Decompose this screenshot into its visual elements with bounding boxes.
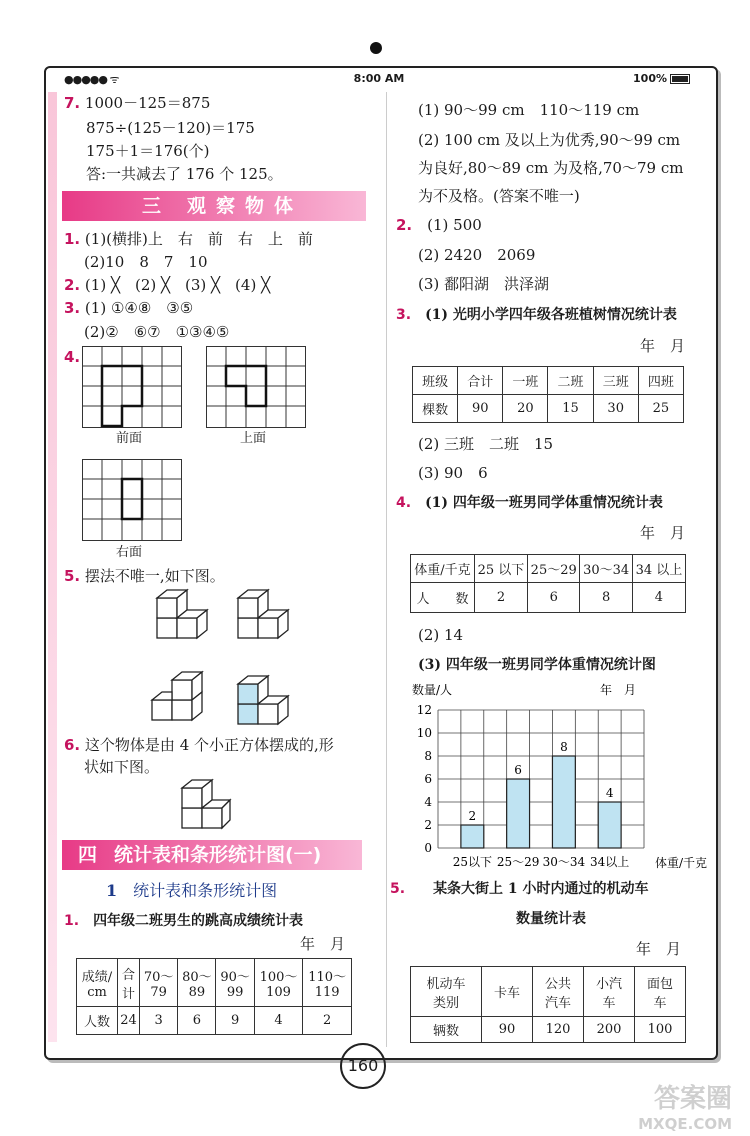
- r5-cell: 120: [533, 1017, 584, 1043]
- r5-header-row: [411, 967, 686, 1017]
- r5-h4b: 车: [653, 995, 667, 1011]
- q4-number-line: [64, 348, 80, 366]
- r5-cell: 90: [482, 1017, 533, 1043]
- column-divider: [386, 92, 387, 1047]
- bar-label: 4: [605, 786, 614, 800]
- t1-h3a: 80～: [182, 969, 212, 985]
- r5-header-cell: [482, 967, 533, 1017]
- r5-h0b: 类别: [432, 995, 459, 1011]
- y-tick-label: 2: [424, 818, 432, 832]
- r5-title-line2: 数量统计表: [516, 911, 586, 927]
- battery-text: 100%: [633, 72, 667, 85]
- q3-line1: [64, 299, 193, 317]
- q6-text1: 这个物体是由 4 个小正方体摆成的,形: [84, 736, 334, 754]
- t1-date: 年 月: [300, 935, 346, 953]
- banner4-title: 统计表和条形统计图(一): [114, 844, 322, 866]
- q6-line2: 状如下图。: [84, 758, 160, 776]
- t1-header-cell: [118, 959, 140, 1007]
- r4-table: [410, 554, 686, 613]
- watermark-line2: MXQE.COM: [638, 1115, 732, 1133]
- r5-h4a: 面包: [646, 976, 673, 992]
- t1-header-cell: [303, 959, 352, 1007]
- bar-label: 2: [468, 809, 477, 823]
- q7-line4: 答:一共减去了 176 个 125。: [86, 165, 283, 183]
- r4-header-cell: 体重/千克: [411, 555, 475, 583]
- section-title: 统计表和条形统计图: [133, 881, 278, 900]
- r4-cell: 8: [580, 583, 632, 613]
- r3-cell: 15: [548, 395, 593, 423]
- t1-cell: 6: [178, 1007, 216, 1035]
- r2-line2: (2) 2420 2069: [418, 246, 536, 264]
- r3-line2: (2) 三班 二班 15: [418, 435, 554, 453]
- t1-header-cell: [139, 959, 177, 1007]
- battery-indicator: [633, 72, 690, 85]
- q2-number: 2.: [64, 276, 81, 294]
- y-tick-label: 8: [424, 749, 432, 763]
- r5-h1a: 卡车: [493, 986, 520, 1001]
- x-tick-label: 25～29: [496, 855, 540, 869]
- q4-number: 4.: [64, 348, 81, 366]
- cube-figure-1: [155, 588, 217, 644]
- r4-header-cell: 25 以下: [474, 555, 527, 583]
- left-margin-bar: [48, 92, 57, 1042]
- t1-cell: 9: [216, 1007, 254, 1035]
- chart-date: 年 月: [600, 683, 637, 697]
- x-tick-label: 30～34: [542, 855, 586, 869]
- q3-number: 3.: [64, 299, 81, 317]
- r3-table: [412, 366, 684, 423]
- r5-header-cell: [533, 967, 584, 1017]
- t1-header-cell: [77, 959, 118, 1007]
- r4-data-row: [411, 583, 686, 613]
- r3-line3: (3) 90 6: [418, 464, 488, 482]
- t1-number: 1.: [64, 913, 80, 929]
- r5-row-label: 辆数: [411, 1017, 482, 1043]
- r3-header-cell: 四班: [638, 367, 683, 395]
- r4-title-line: [396, 494, 663, 512]
- t1-cell: 4: [254, 1007, 303, 1035]
- status-bar: [46, 68, 712, 90]
- r5-data-row: [411, 1017, 686, 1043]
- q5-number: 5.: [64, 567, 81, 585]
- r4-header-row: [411, 555, 686, 583]
- r4-header-cell: 34 以上: [632, 555, 685, 583]
- y-tick-label: 4: [424, 795, 432, 809]
- banner3-title: 观察物体: [187, 195, 304, 217]
- r5-cell: 200: [584, 1017, 635, 1043]
- camera-dot: [370, 42, 382, 54]
- r2-line1: [396, 216, 482, 234]
- r3-row-label: 棵数: [413, 395, 458, 423]
- r1-line4: 为不及格。(答案不唯一): [418, 187, 580, 205]
- r2-text1: (1) 500: [427, 216, 482, 234]
- t1-h2b: 79: [150, 984, 167, 1000]
- r4-header-cell: 25～29: [528, 555, 580, 583]
- r3-number: 3.: [396, 307, 412, 323]
- r5-title1: 某条大街上 1 小时内通过的机动车: [433, 881, 649, 897]
- bar-label: 6: [514, 763, 522, 777]
- r3-header-row: [413, 367, 684, 395]
- r3-data-row: [413, 395, 684, 423]
- t1-h0b: cm: [87, 984, 107, 1000]
- r3-header-cell: 一班: [503, 367, 548, 395]
- q7-text1: 1000－125＝875: [84, 94, 211, 112]
- t1-h5a: 100～: [259, 969, 298, 985]
- r5-h2a: 公共: [544, 976, 571, 992]
- bar: [552, 756, 575, 848]
- t1-h1a: 合: [121, 967, 135, 983]
- status-time: 8:00 AM: [353, 72, 405, 85]
- r4-number: 4.: [396, 495, 412, 511]
- chart-yticks: [417, 703, 433, 855]
- top-view-label: 上面: [240, 431, 267, 446]
- battery-icon: [670, 74, 690, 84]
- q1-line1: [64, 230, 313, 248]
- t1-row-label: 人数: [77, 1007, 118, 1035]
- chart-xlabel: 体重/千克: [655, 856, 708, 870]
- r1-line2: (2) 100 cm 及以上为优秀,90～99 cm: [418, 131, 681, 149]
- section-number: 1: [106, 881, 118, 900]
- t1-h6b: 119: [314, 984, 340, 1000]
- q3-line2: (2)② ⑥⑦ ①③④⑤: [84, 323, 230, 341]
- chart-ylabel: 数量/人: [412, 683, 453, 697]
- q6-line1: [64, 736, 334, 754]
- r4-line3: (3) 四年级一班男同学体重情况统计图: [418, 657, 656, 673]
- section-heading: [106, 882, 277, 900]
- chart-xticks: [453, 854, 630, 869]
- r4-header-cell: 30～34: [580, 555, 632, 583]
- q6-number: 6.: [64, 736, 81, 754]
- r3-title-line: [396, 306, 677, 324]
- r4-cell: 6: [528, 583, 580, 613]
- r5-h2b: 汽车: [544, 995, 571, 1011]
- page-number: 160: [340, 1043, 386, 1089]
- r5-title-line1: [390, 880, 649, 898]
- front-view-label: 前面: [116, 431, 143, 446]
- t1-header-cell: [254, 959, 303, 1007]
- r5-h3a: 小汽: [595, 976, 622, 992]
- r5-header-cell: [411, 967, 482, 1017]
- t1-table: [76, 958, 352, 1035]
- q7-number: 7.: [64, 94, 81, 112]
- q2-text: (1) ╳ (2) ╳ (3) ╳ (4) ╳: [84, 276, 271, 294]
- r4-title: (1) 四年级一班男同学体重情况统计表: [425, 495, 663, 511]
- y-tick-label: 6: [424, 772, 432, 786]
- cube-figure-4: [234, 660, 300, 732]
- x-tick-label: 34以上: [590, 855, 630, 869]
- x-tick-label: 25以下: [452, 855, 492, 869]
- t1-h2a: 70～: [143, 969, 174, 985]
- section-banner-4: [62, 840, 362, 870]
- r5-h3b: 车: [602, 995, 616, 1011]
- r3-cell: 90: [458, 395, 503, 423]
- section-banner-3: [62, 191, 366, 221]
- r5-header-cell: [584, 967, 635, 1017]
- r3-title: (1) 光明小学四年级各班植树情况统计表: [425, 307, 677, 323]
- r5-cell: 100: [635, 1017, 686, 1043]
- r1-line1: (1) 90～99 cm 110～119 cm: [418, 101, 640, 119]
- r1-line3: 为良好,80～89 cm 为及格,70～79 cm: [418, 159, 684, 177]
- r5-date: 年 月: [636, 940, 682, 958]
- weight-bar-chart: [410, 680, 708, 875]
- t1-h4a: 90～: [220, 969, 250, 985]
- watermark-line1: 答案圈: [653, 1084, 732, 1114]
- t1-h4b: 99: [226, 984, 244, 1000]
- front-view-grid: [82, 346, 182, 428]
- cube-figure-2: [236, 588, 298, 644]
- r2-line3: (3) 鄱阳湖 洪泽湖: [418, 275, 550, 293]
- t1-h5b: 109: [266, 984, 291, 1000]
- bar-label: 8: [560, 740, 568, 754]
- r3-cell: 20: [503, 395, 548, 423]
- t1-title: 四年级二班男生的跳高成绩统计表: [93, 913, 304, 929]
- q3-text1: (1) ①④⑧ ③⑤: [84, 299, 194, 317]
- t1-h1b: 计: [121, 986, 135, 1002]
- q1-text1: (1)(横排)上 右 前 右 上 前: [84, 230, 313, 248]
- bar: [598, 802, 621, 848]
- t1-header-cell: [216, 959, 254, 1007]
- q5-line: [64, 567, 225, 585]
- banner4-number: 四: [78, 844, 98, 866]
- y-tick-label: 10: [416, 726, 432, 740]
- r4-cell: 2: [474, 583, 527, 613]
- t1-cell: 2: [303, 1007, 352, 1035]
- q7-line3: 175＋1＝176(个): [86, 142, 210, 160]
- bar: [461, 825, 484, 848]
- r3-cell: 25: [638, 395, 683, 423]
- t1-title-line: [64, 912, 303, 930]
- r3-header-cell: 班级: [413, 367, 458, 395]
- cube-figure-6: [180, 778, 240, 834]
- cube-figure-3: [150, 660, 216, 726]
- q5-text: 摆法不唯一,如下图。: [84, 567, 225, 585]
- r5-number: 5.: [390, 881, 406, 897]
- t1-h6a: 110～: [308, 969, 347, 985]
- right-view-label: 右面: [116, 545, 143, 560]
- r3-cell: 30: [593, 395, 638, 423]
- r5-table: [410, 966, 686, 1043]
- signal-icon: ●●●●● ᯤ: [64, 73, 119, 86]
- q1-number: 1.: [64, 230, 81, 248]
- r4-cell: 4: [632, 583, 685, 613]
- banner3-number: 三: [142, 195, 162, 217]
- t1-data-row: [77, 1007, 352, 1035]
- watermark: [638, 1078, 732, 1133]
- right-view-grid: [82, 459, 182, 541]
- q7-line1: [64, 94, 210, 112]
- r3-header-cell: 合计: [458, 367, 503, 395]
- t1-cell: 24: [118, 1007, 140, 1035]
- t1-h0a: 成绩/: [81, 969, 113, 985]
- bar: [507, 779, 530, 848]
- t1-header-row: [77, 959, 352, 1007]
- r4-line2: (2) 14: [418, 626, 464, 644]
- r4-row-label: 人 数: [411, 583, 475, 613]
- y-tick-label: 12: [416, 703, 432, 717]
- q7-line2: 875÷(125－120)＝175: [86, 119, 255, 137]
- r4-date: 年 月: [640, 524, 686, 542]
- r3-header-cell: 三班: [593, 367, 638, 395]
- r5-header-cell: [635, 967, 686, 1017]
- t1-h3b: 89: [188, 984, 206, 1000]
- t1-header-cell: [178, 959, 216, 1007]
- t1-cell: 3: [139, 1007, 177, 1035]
- q2-line: [64, 276, 270, 294]
- top-view-grid: [206, 346, 306, 428]
- r2-number: 2.: [396, 216, 413, 234]
- r5-h0a: 机动车: [426, 976, 466, 992]
- r3-date: 年 月: [640, 337, 686, 355]
- q1-line2: (2)10 8 7 10: [84, 253, 208, 271]
- y-tick-label: 0: [424, 841, 432, 855]
- r3-header-cell: 二班: [548, 367, 593, 395]
